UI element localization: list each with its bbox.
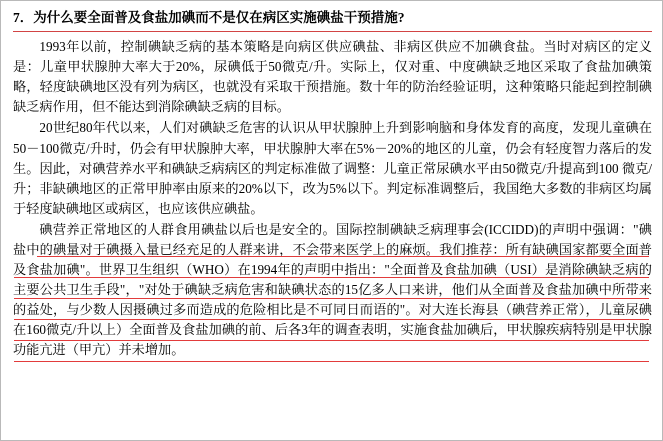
paragraph-1: 1993年以前，控制碘缺乏病的基本策略是向病区供应碘盐、非病区供应不加碘食盐。当时对病区的定义是：儿童甲状腺肿大率大于20%，尿碘低于50微克/升。实际上，仅对重、中度碘缺乏地区采取了食盐加碘策略，轻度缺碘地区没有列为病区，也就没有采取干预措施。数十年的防治经验证明，这种策略只能起到控制碘缺乏病作用，但不能达到消除碘缺乏病的目标。	[13, 39, 652, 115]
page-title: 7．为什么要全面普及食盐加碘而不是仅在病区实施碘盐干预措施?	[13, 10, 405, 25]
paragraph-3: 碘营养正常地区的人群食用碘盐以后也是安全的。国际控制碘缺乏病理事会(ICCIDD)的声明中强调："碘盐中的碘量对于碘摄入量已经充足的人群来讲，不会带来医学上的麻烦。我们推荐：所有缺碘国家都要全面普及食盐加碘"。世界卫生组织（WHO）在1994年的声明中指出："全面普及食盐加碘（USI）是消除碘缺乏病的主要公共卫生手段"，"对处于碘缺乏病危害和缺碘状态的15亿多人口来讲，他们从全面普及食盐加碘中所带来的益处，与少数人因摄碘过多而造成的危险相比是不可同日而语的"。对大连长海县（碘营养正常），儿童尿碘在160微克/升以上）全面普及食盐加碘的前、后各3年的调查表明，实施食盐加碘后，甲状腺疾病特别是甲状腺功能亢进（甲亢）并未增加。	[13, 221, 652, 358]
title-divider	[13, 31, 652, 32]
document-body	[1, 1, 662, 367]
paragraph-2: 20世纪80年代以来，人们对碘缺乏危害的认识从甲状腺肿上升到影响脑和身体发育的高度，发现儿童碘在50－100微克/升时，仍会有甲状腺肿大率，甲状腺肿大率在5%－20%的地区的儿童，仍会有轻度智力落后的发生。因此，对碘营养水平和碘缺乏病病区的判定标准做了调整：儿童正常尿碘水平由50微克/升提高到100 微克/升；非缺碘地区的正常甲肿率由原来的20%以下，改为5%以下。判定标准调整后，我国绝大多数的非病区均属于轻度缺碘地区或病区，也应该供应碘盐。	[13, 120, 652, 216]
